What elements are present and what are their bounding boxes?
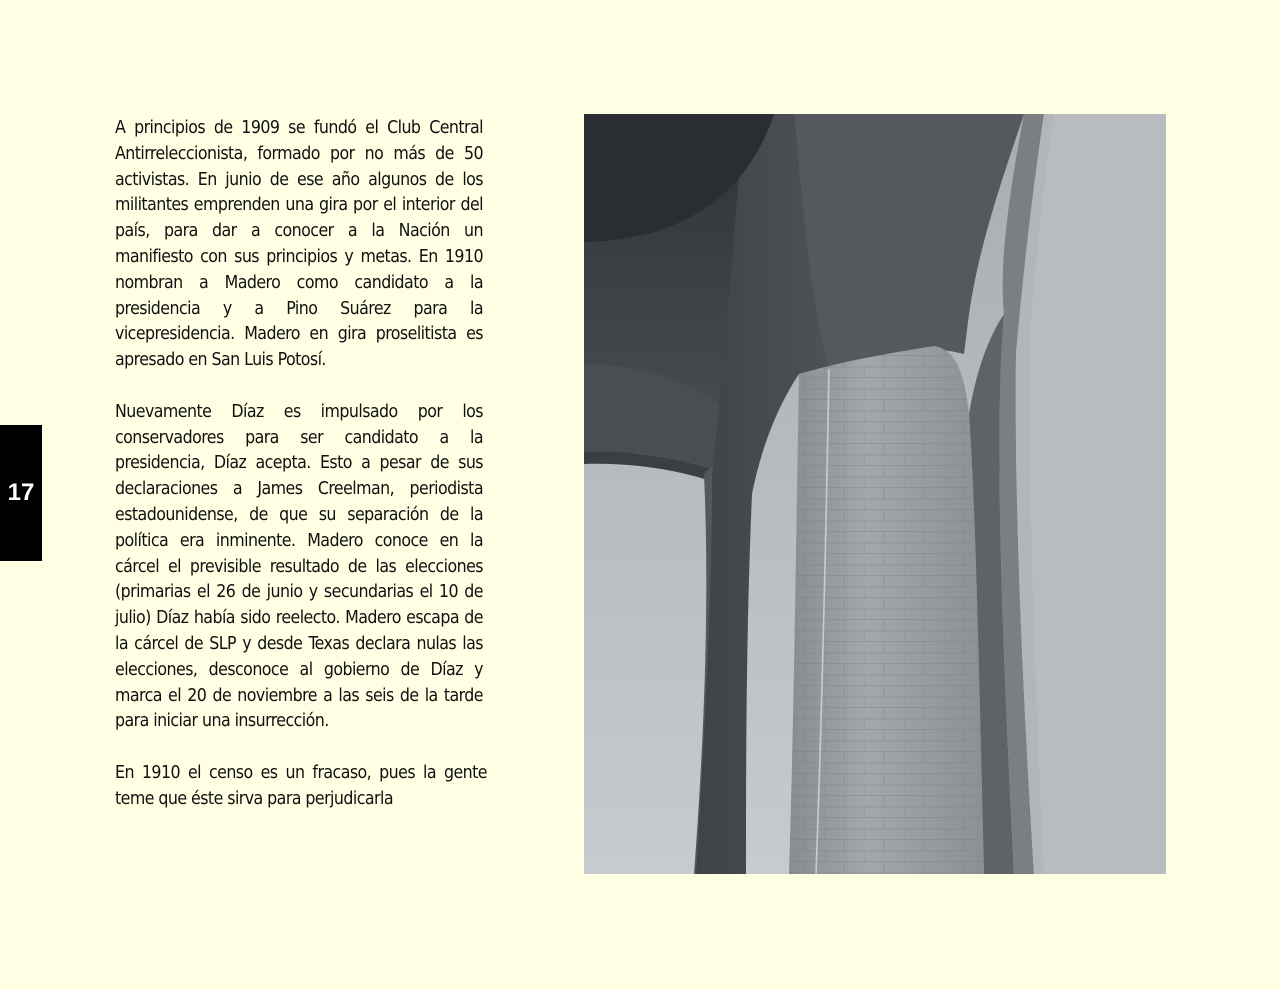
article-text [115, 116, 487, 813]
page-number-tab [0, 425, 42, 561]
page-number: 17 [7, 479, 35, 506]
paragraph-1: A principios de 1909 se fundó el Club Central Antirreleccionista, formado por no más de 50 activistas. En junio de ese año algunos de los militantes emprenden una gira por el interior del país, para dar a conocer a la Nación un manifiesto con sus principios y metas. En 1910 nombran a Madero como candidato a la presidencia y a Pino Suárez para la vicepresidencia. Madero en gira proselitista es apresado en San Luis Potosí. [115, 118, 483, 371]
paragraph-3: En 1910 el censo es un fracaso, pues la gente teme que éste sirva para perjudicarla [115, 762, 487, 809]
monument-photo [584, 114, 1166, 874]
paragraph-2: Nuevamente Díaz es impulsado por los conservadores para ser candidato a la presidencia, Díaz acepta. Esto a pesar de sus declaraciones a James Creelman, periodista estadounidense, de que su separación de la política era inminente. Madero conoce en la cárcel el previsible resultado de las elecciones (primarias el 26 de junio y secundarias el 10 de julio) Díaz había sido reelecto. Madero escapa de la cárcel de SLP y desde Texas declara nulas las elecciones, desconoce al gobierno de Díaz y marca el 20 de noviembre a las seis de la tarde para iniciar una insurrección. [115, 401, 483, 732]
